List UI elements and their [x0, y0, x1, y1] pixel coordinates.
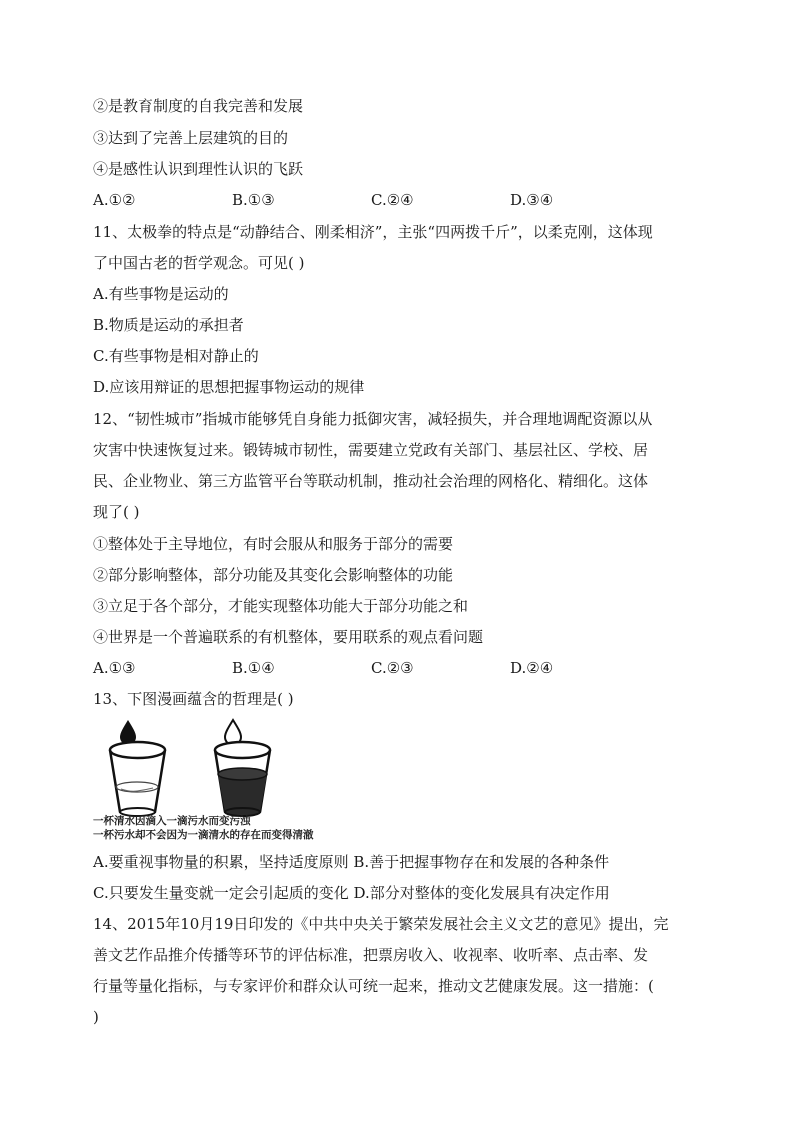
q12-item-3: ③立足于各个部分，才能实现整体功能大于部分功能之和 [93, 597, 469, 615]
q12-stem-line-2: 灾害中快速恢复过来。锻铸城市韧性，需要建立党政有关部门、基层社区、学校、居 [93, 441, 649, 459]
clear-water-glass [110, 720, 165, 816]
q14-stem-line-4: ) [93, 1008, 99, 1026]
q14-stem-line-1: 14、2015年10月19日印发的《中共中央关于繁荣发展社会主义文艺的意见》提出，完 [93, 915, 669, 933]
q10-item-4: ④是感性认识到理性认识的飞跃 [93, 160, 304, 178]
q11-stem-line-1: 11、太极拳的特点是“动静结合、刚柔相济”，主张“四两拨千斤”，以柔克刚，这体现 [93, 223, 653, 241]
q10-option-b: B.①③ [232, 191, 275, 209]
q11-option-c: C.有些事物是相对静止的 [93, 347, 259, 365]
q10-option-d: D.③④ [510, 191, 554, 209]
q10-item-2: ②是教育制度的自我完善和发展 [93, 97, 304, 115]
q10-option-a: A.①② [93, 191, 136, 209]
q12-item-1: ①整体处于主导地位，有时会服从和服务于部分的需要 [93, 535, 454, 553]
q13-options-ab: A.要重视事物量的积累，坚持适度原则 B.善于把握事物存在和发展的各种条件 [93, 853, 610, 871]
dirty-water-glass [215, 720, 270, 816]
q12-stem-line-3: 民、企业物业、第三方监管平台等联动机制，推动社会治理的网格化、精细化。这体 [93, 472, 649, 490]
q12-option-d: D.②④ [510, 659, 554, 677]
cartoon-caption-2: 一杯污水却不会因为一滴清水的存在而变得清澈 [93, 829, 314, 841]
q11-option-d: D.应该用辩证的思想把握事物运动的规律 [93, 378, 365, 396]
q10-item-3: ③达到了完善上层建筑的目的 [93, 129, 289, 147]
q10-option-c: C.②④ [371, 191, 414, 209]
q12-item-4: ④世界是一个普遍联系的有机整体，要用联系的观点看问题 [93, 628, 484, 646]
q14-stem-line-3: 行量等量化指标，与专家评价和群众认可统一起来，推动文艺健康发展。这一措施：( [93, 977, 654, 995]
q12-option-a: A.①③ [93, 659, 136, 677]
q13-options-cd: C.只要发生量变就一定会引起质的变化 D.部分对整体的变化发展具有决定作用 [93, 884, 610, 902]
q11-option-a: A.有些事物是运动的 [93, 285, 229, 303]
q12-option-c: C.②③ [371, 659, 414, 677]
q12-stem-line-1: 12、“韧性城市”指城市能够凭自身能力抵御灾害，减轻损失，并合理地调配资源以从 [93, 410, 653, 428]
q14-stem-line-2: 善文艺作品推介传播等环节的评估标准，把票房收入、收视率、收听率、点击率、发 [93, 946, 649, 964]
q11-option-b: B.物质是运动的承担者 [93, 316, 244, 334]
q13-stem: 13、下图漫画蕴含的哲理是( ) [93, 690, 294, 708]
cartoon-caption-1: 一杯清水因滴入一滴污水而变污浊 [93, 815, 251, 827]
q11-stem-line-2: 了中国古老的哲学观念。可见( ) [93, 254, 305, 272]
q12-option-b: B.①④ [232, 659, 275, 677]
q12-item-2: ②部分影响整体，部分功能及其变化会影响整体的功能 [93, 566, 454, 584]
q12-stem-line-4: 现了( ) [93, 503, 140, 521]
